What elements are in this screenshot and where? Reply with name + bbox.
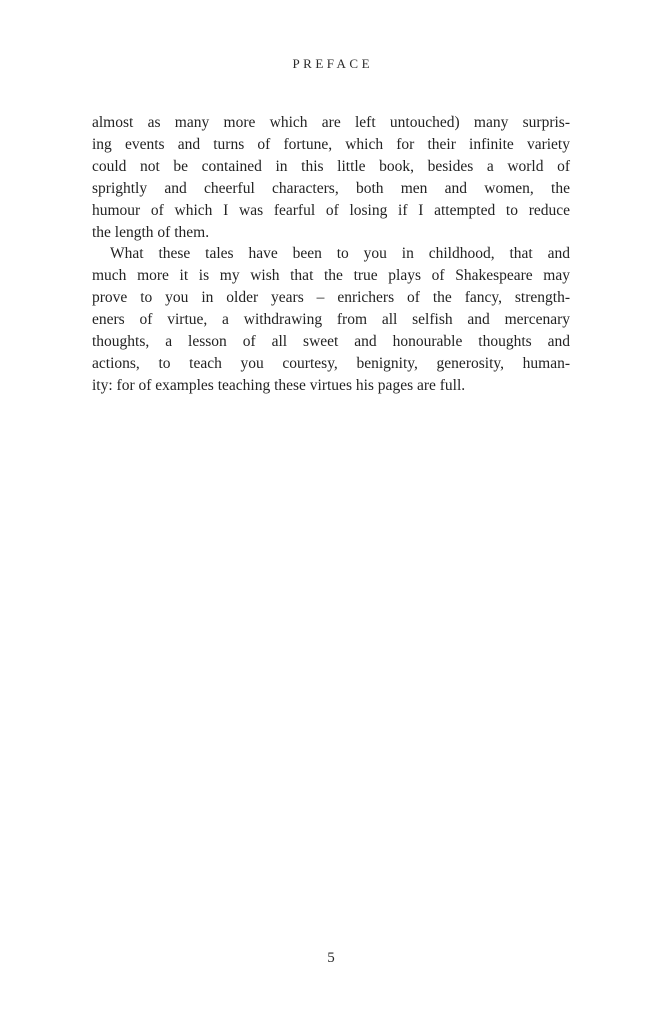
text-line: could not be contained in this little book, besides a world of (92, 157, 570, 175)
paragraph (92, 243, 570, 396)
text-line: What these tales have been to you in childhood, that and (110, 245, 570, 263)
text-line: prove to you in older years – enrichers of the fancy, strength- (92, 289, 570, 307)
text-line: almost as many more which are left untouched) many surpris- (92, 114, 570, 131)
paragraph (92, 112, 570, 243)
text-line: humour of which I was fearful of losing if I attempted to reduce (92, 201, 570, 219)
text-line: sprightly and cheerful characters, both men and women, the (92, 179, 570, 197)
page-title: PREFACE (292, 56, 374, 71)
text-line: the length of them. (92, 223, 210, 241)
text-line: much more it is my wish that the true plays of Shakespeare may (92, 267, 570, 285)
text-line: ity: for of examples teaching these virtues his pages are full. (92, 376, 466, 394)
text-line: actions, to teach you courtesy, benignity, generosity, human- (92, 354, 570, 372)
body-text (92, 112, 570, 397)
text-line: thoughts, a lesson of all sweet and honourable thoughts and (92, 333, 570, 351)
text-line: eners of virtue, a withdrawing from all selfish and mercenary (92, 311, 570, 329)
page-number: 5 (327, 950, 335, 966)
text-line: ing events and turns of fortune, which for their infinite variety (92, 135, 570, 153)
